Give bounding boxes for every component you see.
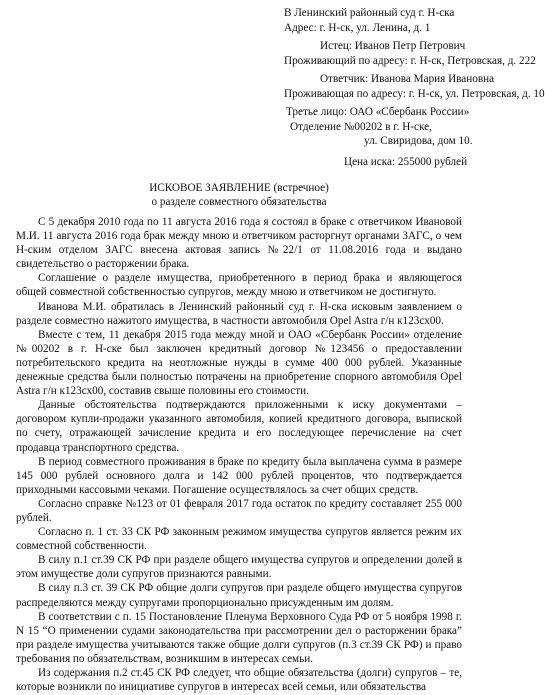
paragraph: Иванова М.И. обратилась в Ленинский районный суд г. Н-ска исковым заявлением о разделе совместно нажитого имущества, в частности автомобиля Opel Astra г/н к123сх00. <box>16 300 462 327</box>
title-line: ИСКОВОЕ ЗАЯВЛЕНИЕ (встречное) <box>149 182 329 194</box>
third-party-address: ул. Свиридова, дом 10. <box>364 135 473 147</box>
third-party-name: Третье лицо: ОАО «Сбербанк России» <box>286 106 470 118</box>
defendant-block <box>284 72 545 101</box>
third-party-branch: Отделение №00202 в г. Н-ске, <box>290 120 432 133</box>
plaintiff-address: Проживающий по адресу: г. Н-ск, Петровская, д. 222 <box>284 54 536 67</box>
defendant-address: Проживающая по адресу: г. Н-ск, ул. Петровская, д. 10 <box>284 87 545 100</box>
document-header <box>284 6 545 169</box>
subtitle-line: о разделе совместного обязательства <box>151 196 327 208</box>
paragraph: В период совместного проживания в браке по кредиту была выплачена сумма в размере 145 000 рублей основного долга и 142 000 рублей процентов, что подтверждается приходными кассовыми чеками. Погашение осуществлялось за счет общих средств. <box>16 455 462 496</box>
defendant-name: Ответчик: Иванова Мария Ивановна <box>320 73 495 85</box>
paragraph: С 5 декабря 2010 года по 11 августа 2016 года я состоял в браке с ответчиком Ивановой М.И. 11 августа 2016 года брак между мною и ответчиком расторгнут органами ЗАГС, о чем Н-ским отделом ЗАГС внесена актовая запись №22/1 от 11.08.2016 года и выдано свидетельство о расторжении брака. <box>16 216 462 271</box>
paragraph: Вместе с тем, 11 декабря 2015 года между мной и ОАО «Сбербанк России» отделение №00202 в г. Н-ске был заключен кредитный договор №123456 о предоставлении потребительского кредита на неотложные нужды в сумме 400 000 рублей. Указанные денежные средства были полностью потрачены на приобретение спорного автомобиля Opel Astra г/н к123сх00, составив свыше половины его стоимости. <box>16 328 462 398</box>
paragraph: Из содержания п.2 ст.45 СК РФ следует, что общие обязательства (долги) супругов – те, которые возникли по инициативе супругов в интересах всей семьи, или обязательства <box>16 667 462 694</box>
paragraph: Данные обстоятельства подтверждаются приложенными к иску документами – договором купли-продажи указанного автомобиля, копией кредитного договора, выпиской по счету, отражающей зачисление кредита и его последующее перечисление на счет продавца транспортного средства. <box>16 399 462 454</box>
paragraph: В силу п.3 ст. 39 СК РФ общие долги супругов при разделе общего имущества супругов распределяются между супругами пропорционально присужденным им долям. <box>16 582 462 609</box>
court-address: Адрес: г. Н-ск, ул. Ленина, д. 1 <box>284 21 431 34</box>
plaintiff-block <box>284 39 536 68</box>
paragraph: В соответствии с п. 15 Постановление Пленума Верховного Суда РФ от 5 ноября 1998 г. N 15 “О применении судами законодательства при рассмотрении дел о расторжении брака” при разделе имущества учитываются также общие долги супругов (п.3 ст.39 СК РФ) и право требования по обязательствам, возникшим в интересах семьи. <box>16 610 462 665</box>
document-body <box>16 215 462 694</box>
paragraph: В силу п.1 ст.39 СК РФ при разделе общего имущества супругов и определении долей в этом имуществе доли супругов признаются равными. <box>16 554 462 581</box>
court-block <box>284 6 462 35</box>
claim-price: Цена иска: 255000 рублей <box>344 155 468 168</box>
paragraph: Согласно справке №123 от 01 февраля 2017 года остаток по кредиту составляет 255 000 рублей. <box>16 497 462 524</box>
document-title <box>16 181 462 209</box>
paragraph: Согласно п. 1 ст. 33 СК РФ законным режимом имущества супругов является режим их совместной собственности. <box>16 526 462 553</box>
court-name: В Ленинский районный суд г. Н-ска <box>284 7 455 19</box>
paragraph: Соглашение о разделе имущества, приобретенного в период брака и являющегося общей совместной собственностью супругов, между мною и ответчиком не достигнуто. <box>16 272 462 299</box>
third-party-block <box>284 105 473 149</box>
plaintiff-name: Истец: Иванов Петр Петрович <box>320 40 466 52</box>
